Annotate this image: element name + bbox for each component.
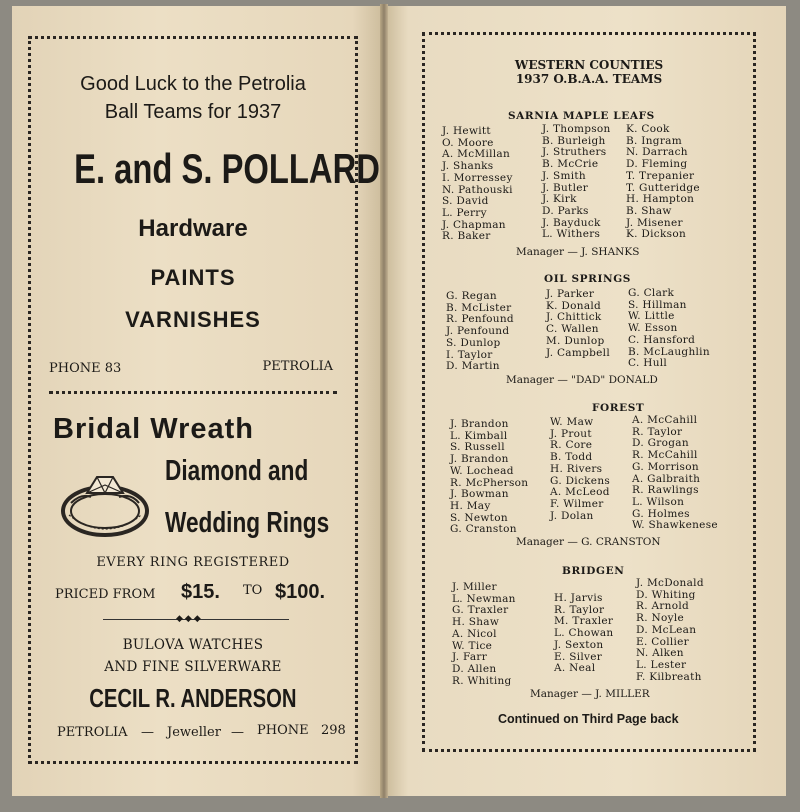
pollard-greeting-line2: Ball Teams for 1937: [104, 101, 282, 123]
player-name: D. Fleming: [626, 158, 688, 171]
anderson-footer-phone: PHONE: [257, 723, 309, 738]
player-name: E. Collier: [636, 635, 690, 648]
player-name: J. Hewitt: [442, 125, 491, 137]
anderson-registered: EVERY RING REGISTERED: [96, 555, 290, 570]
player-name: F. Kilbreath: [636, 670, 702, 683]
anderson-rings-wrap: [165, 507, 376, 543]
player-name: G. Clark: [628, 287, 675, 299]
player-name: R. Taylor: [632, 425, 683, 438]
player-name: O. Moore: [442, 136, 494, 149]
player-name: J. Misener: [626, 216, 683, 229]
team-sarnia-col1: [442, 126, 513, 243]
player-name: G. Dickens: [550, 474, 611, 487]
player-name: J. Bowman: [450, 488, 509, 501]
player-name: D. Grogan: [632, 437, 689, 450]
player-name: C. Wallen: [546, 323, 599, 336]
player-name: S. Hillman: [628, 298, 687, 311]
player-name: B. McLaughlin: [628, 345, 710, 358]
team-title-sarnia: SARNIA MAPLE LEAFS: [508, 110, 655, 122]
player-name: G. Holmes: [632, 507, 690, 520]
player-name: R. Taylor: [554, 603, 605, 616]
player-name: B. Burleigh: [542, 134, 606, 147]
player-name: N. Alken: [636, 647, 684, 660]
ad-divider: [49, 391, 337, 394]
player-name: I. Morressey: [442, 171, 513, 184]
anderson-watches: BULOVA WATCHES: [122, 637, 264, 653]
anderson-footer-town: PETROLIA: [57, 725, 128, 740]
team-forest-col2: [550, 417, 610, 522]
player-name: J. Thompson: [542, 123, 611, 135]
ring-icon: [57, 463, 151, 543]
player-name: R. Rawlings: [632, 484, 699, 497]
player-name: C. Hansford: [628, 333, 696, 346]
team-oil-springs-col1: [446, 291, 514, 373]
player-name: G. Cranston: [450, 523, 517, 536]
anderson-price-low: $15.: [181, 581, 220, 603]
roster-heading-line1: WESTERN COUNTIES: [514, 58, 664, 72]
anderson-name-wrap: [31, 683, 355, 715]
player-name: R. Penfound: [446, 313, 514, 326]
player-name: D. McLean: [636, 623, 697, 636]
player-name: J. Struthers: [542, 146, 607, 159]
player-name: H. Hampton: [626, 193, 695, 206]
pollard-town: PETROLIA: [262, 359, 333, 374]
player-name: M. Traxler: [554, 615, 614, 628]
player-name: A. Neal: [554, 662, 596, 675]
player-name: B. Shaw: [626, 204, 672, 217]
team-sarnia-col3: [626, 124, 700, 241]
team-forest-col1: [450, 419, 528, 536]
player-name: J. Kirk: [542, 193, 577, 206]
player-name: E. Silver: [554, 650, 603, 663]
player-name: L. Withers: [542, 228, 601, 241]
book-spine: [380, 4, 388, 798]
player-name: I. Taylor: [446, 348, 493, 361]
player-name: B. Todd: [550, 451, 593, 464]
anderson-rings-line: Wedding Rings: [165, 507, 330, 539]
player-name: J. McDonald: [636, 577, 704, 589]
player-name: J. Brandon: [450, 418, 509, 430]
player-name: L. Chowan: [554, 627, 614, 640]
player-name: J. Sexton: [554, 638, 604, 651]
player-name: W. Shawkenese: [632, 519, 718, 532]
player-name: D. Parks: [542, 204, 589, 217]
player-name: L. Kimball: [450, 429, 508, 442]
player-name: T. Trepanier: [626, 169, 695, 182]
team-manager-oil-springs: Manager — "DAD" DONALD: [506, 374, 658, 386]
player-name: R. McPherson: [450, 476, 529, 489]
team-forest-col3: [632, 415, 718, 532]
player-name: J. Chapman: [442, 218, 506, 231]
pollard-company-wrap: [31, 145, 380, 193]
player-name: J. Campbell: [546, 346, 610, 359]
anderson-diamond-wrap: [165, 455, 349, 491]
team-bridgen-col3: [636, 578, 704, 683]
player-name: B. McLister: [446, 301, 512, 314]
player-name: J. Dolan: [550, 509, 594, 522]
player-name: D. Martin: [446, 360, 500, 373]
player-name: R. McCahill: [632, 449, 698, 462]
advertisement-border: [28, 36, 380, 764]
player-name: J. Parker: [546, 288, 595, 300]
player-name: H. Jarvis: [554, 592, 603, 604]
pollard-varnishes: VARNISHES: [125, 307, 261, 332]
anderson-headline: Bridal Wreath: [53, 413, 255, 445]
player-name: W. Lochead: [450, 464, 514, 477]
player-name: B. McCrie: [542, 158, 599, 171]
player-name: D. Allen: [452, 662, 497, 675]
player-name: F. Wilmer: [550, 497, 604, 510]
anderson-price-high: $100.: [275, 581, 326, 603]
team-manager-forest: Manager — G. CRANSTON: [516, 536, 661, 548]
player-name: R. Arnold: [636, 600, 690, 613]
player-name: L. Perry: [442, 206, 487, 219]
continued-note: Continued on Third Page back: [498, 712, 679, 726]
player-name: N. Darrach: [626, 146, 688, 159]
player-name: J. Bayduck: [542, 216, 601, 229]
team-bridgen-col1: [452, 582, 516, 687]
player-name: C. Hull: [628, 357, 668, 370]
player-name: K. Cook: [626, 123, 670, 135]
player-name: J. Smith: [542, 169, 586, 182]
anderson-name: CECIL R. ANDERSON: [89, 683, 297, 713]
player-name: A. McLeod: [550, 486, 610, 499]
player-name: H. May: [450, 499, 491, 512]
player-name: G. Regan: [446, 290, 497, 302]
team-title-forest: FOREST: [592, 402, 645, 414]
anderson-footer-phone-number: 298: [321, 723, 346, 738]
anderson-to: TO: [243, 583, 263, 598]
player-name: A. Galbraith: [632, 472, 701, 485]
player-name: J. Prout: [550, 427, 592, 440]
player-name: D. Whiting: [636, 588, 696, 601]
player-name: A. McCahill: [632, 414, 698, 426]
pollard-hardware: Hardware: [138, 215, 248, 242]
team-manager-sarnia: Manager — J. SHANKS: [516, 246, 640, 258]
player-name: J. Butler: [542, 181, 589, 194]
player-name: R. Whiting: [452, 674, 512, 687]
player-name: M. Dunlop: [546, 334, 605, 347]
player-name: W. Tice: [452, 639, 493, 652]
player-name: J. Farr: [452, 651, 488, 664]
team-title-bridgen: BRIDGEN: [562, 565, 625, 577]
pollard-company-name: E. and S. POLLARD: [74, 145, 380, 192]
player-name: G. Morrison: [632, 460, 699, 473]
player-name: S. Newton: [450, 511, 508, 524]
player-name: L. Wilson: [632, 495, 685, 508]
player-name: J. Chittick: [546, 311, 602, 324]
player-name: G. Traxler: [452, 604, 509, 617]
player-name: K. Dickson: [626, 228, 687, 241]
team-oil-springs-col3: [628, 288, 710, 370]
pollard-paints: PAINTS: [150, 265, 236, 290]
player-name: T. Gutteridge: [626, 181, 700, 194]
player-name: W. Little: [628, 310, 675, 323]
player-name: R. Baker: [442, 230, 491, 243]
player-name: H. Shaw: [452, 616, 500, 629]
player-name: N. Pathouski: [442, 183, 513, 196]
anderson-footer-trade: Jeweller: [167, 725, 221, 740]
player-name: H. Rivers: [550, 462, 603, 475]
player-name: J. Brandon: [450, 453, 509, 466]
pollard-greeting-line1: Good Luck to the Petrolia: [80, 73, 306, 95]
team-manager-bridgen: Manager — J. MILLER: [530, 688, 650, 700]
player-name: R. Core: [550, 439, 593, 452]
anderson-diamond-line: Diamond and: [165, 455, 309, 487]
player-name: S. Dunlop: [446, 336, 501, 349]
player-name: W. Maw: [550, 416, 594, 428]
team-sarnia-col2: [542, 124, 611, 241]
player-name: S. David: [442, 195, 489, 208]
anderson-footer-dash1: —: [141, 725, 154, 740]
player-name: K. Donald: [546, 299, 602, 312]
player-name: J. Miller: [452, 581, 497, 593]
pollard-phone: PHONE 83: [49, 361, 122, 376]
player-name: L. Newman: [452, 592, 516, 605]
player-name: W. Esson: [628, 322, 678, 335]
player-name: A. McMillan: [442, 148, 511, 161]
team-bridgen-col2: [554, 593, 613, 675]
anderson-priced-from: PRICED FROM: [55, 587, 156, 602]
anderson-footer-dash2: —: [231, 725, 244, 740]
anderson-silverware: AND FINE SILVERWARE: [104, 659, 282, 675]
player-name: J. Penfound: [446, 325, 510, 338]
player-name: A. Nicol: [452, 627, 497, 640]
player-name: L. Lester: [636, 658, 687, 671]
ornament-icon: ◆◆◆: [176, 614, 203, 624]
player-name: S. Russell: [450, 441, 505, 454]
player-name: R. Noyle: [636, 612, 684, 625]
roster-heading-line2: 1937 O.B.A.A. TEAMS: [515, 72, 663, 86]
player-name: B. Ingram: [626, 134, 682, 147]
player-name: J. Shanks: [442, 160, 494, 173]
team-oil-springs-col2: [546, 289, 610, 359]
team-title-oil-springs: OIL SPRINGS: [544, 273, 631, 285]
